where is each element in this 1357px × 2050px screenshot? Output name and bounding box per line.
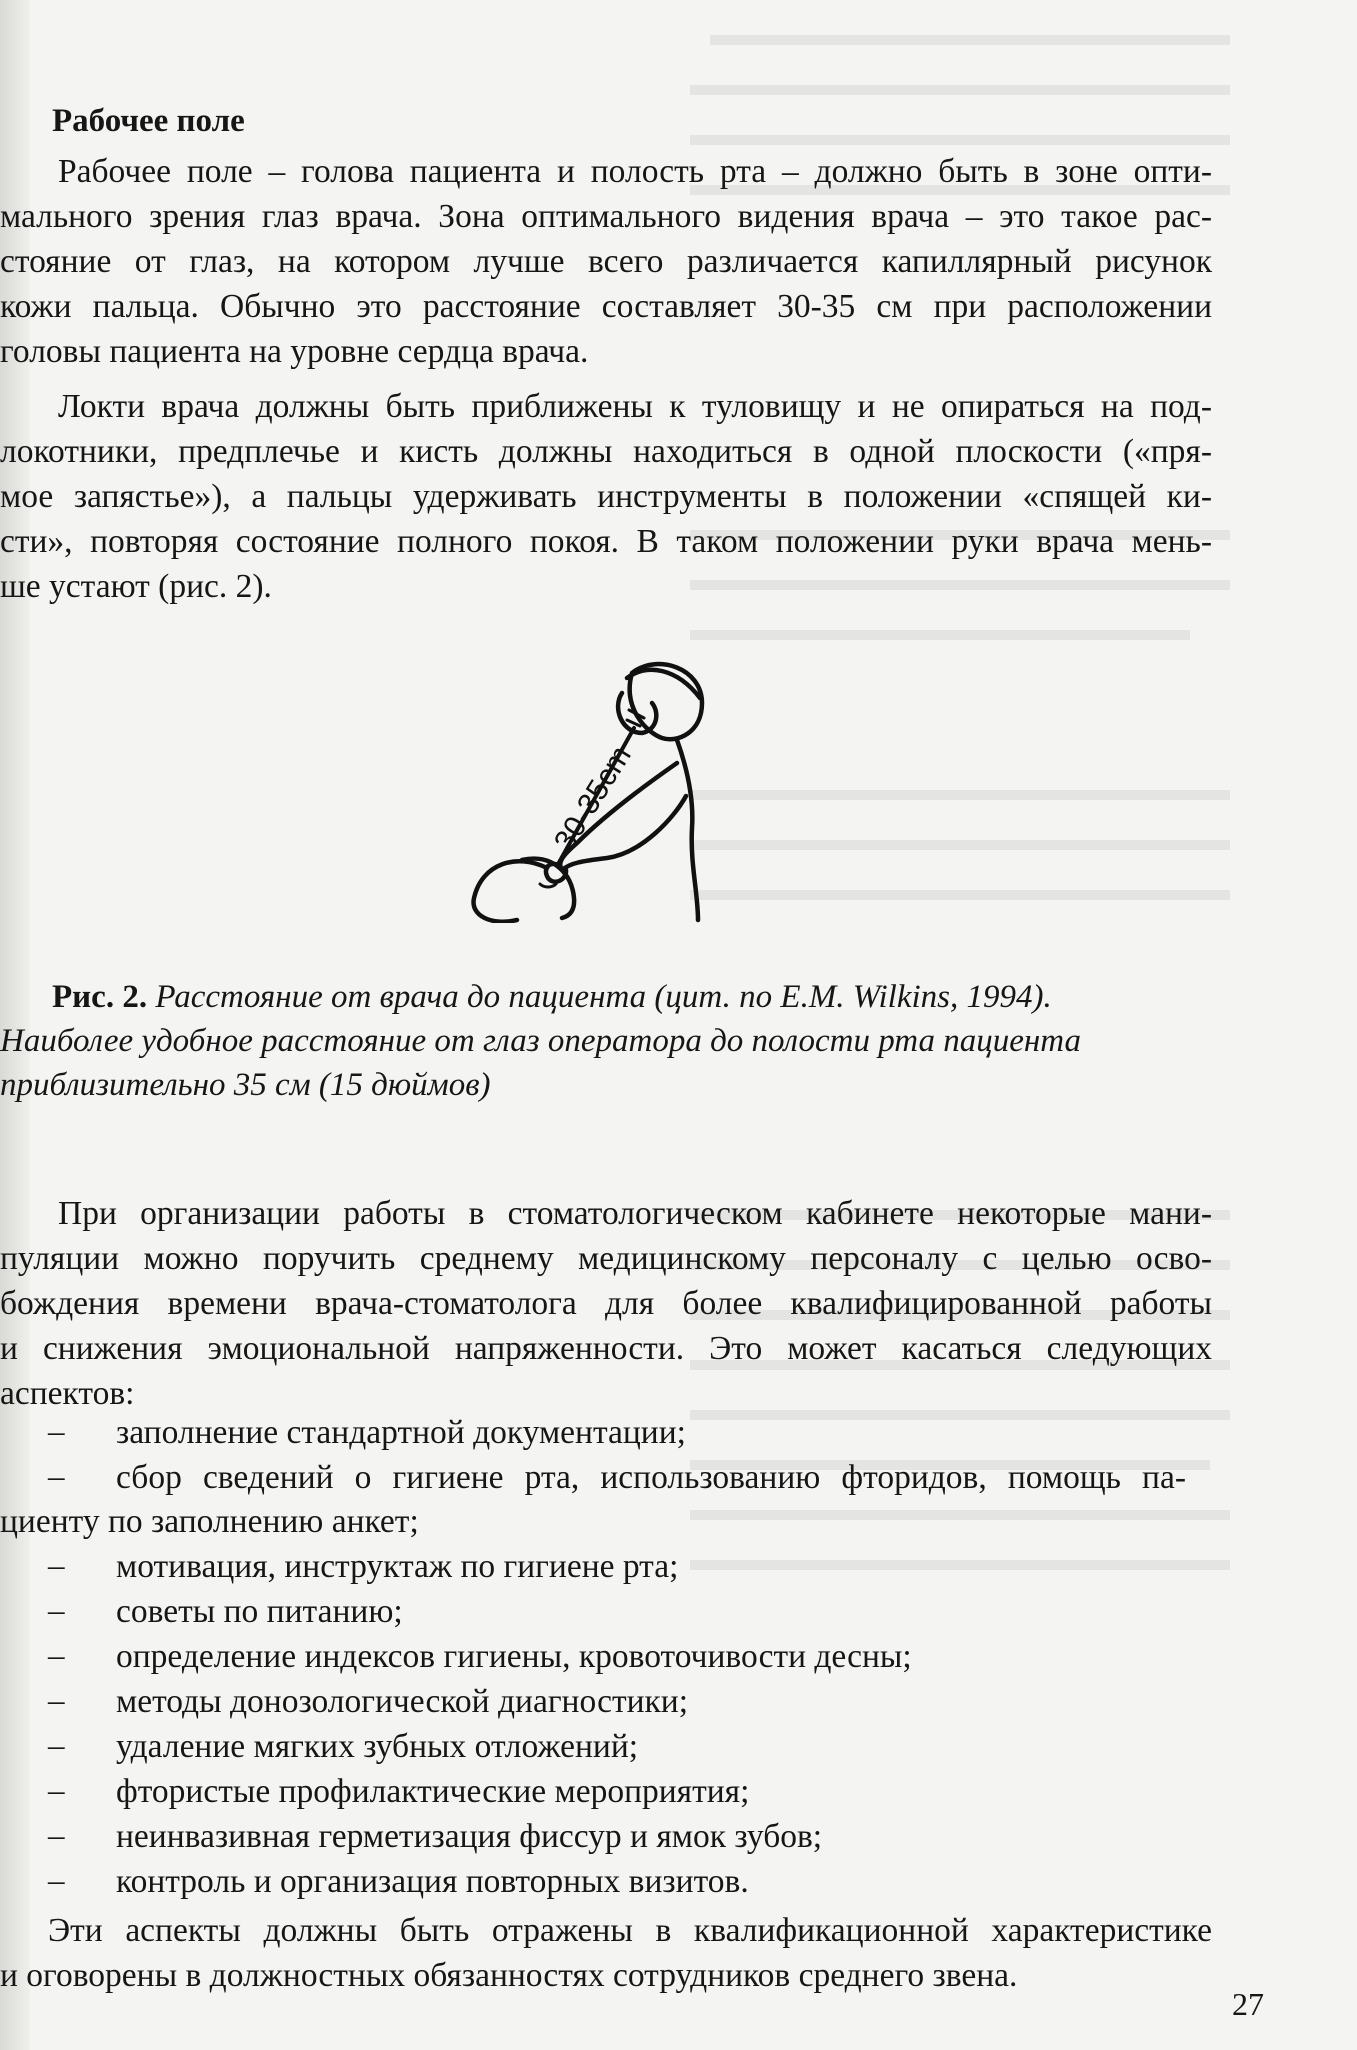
list-item: методы донозологической диагностики; — [116, 1683, 689, 1720]
page-number: 27 — [1232, 1986, 1264, 2022]
paragraph-line: сти», повторяя состояние полного покоя. В таком положении руки врача мень- — [0, 523, 1212, 560]
paragraph-line: мое запястье»), а пальцы удерживать инструменты в положении «спящей ки- — [0, 478, 1212, 515]
section-heading: Рабочее поле — [52, 103, 245, 139]
paragraph-line: локотники, предплечье и кисть должны находиться в одной плоскости («пря- — [0, 433, 1212, 470]
paragraph-line: ше устают (рис. 2). — [0, 568, 272, 605]
list-dash: – — [48, 1863, 65, 1899]
list-dash: – — [48, 1638, 65, 1674]
distance-label: 30-35cm — [547, 740, 638, 857]
list-dash: – — [48, 1683, 65, 1719]
list-dash: – — [48, 1459, 65, 1495]
list-dash: – — [48, 1818, 65, 1854]
list-item-continuation: циенту по заполнению анкет; — [0, 1503, 419, 1540]
paragraph-line: пуляции можно поручить среднему медицинскому персоналу с целью осво- — [0, 1240, 1212, 1277]
doctor-head — [630, 664, 702, 739]
paragraph-line: головы пациента на уровне сердца врача. — [0, 333, 589, 370]
list-item: неинвазивная герметизация фиссур и ямок зубов; — [116, 1818, 823, 1855]
list-dash: – — [48, 1548, 65, 1584]
list-dash: – — [48, 1773, 65, 1809]
paragraph-line: бождения времени врача-стоматолога для более квалифицированной работы — [0, 1285, 1212, 1322]
list-item: мотивация, инструктаж по гигиене рта; — [116, 1548, 679, 1585]
list-item: определение индексов гигиены, кровоточивости десны; — [116, 1638, 912, 1675]
figure-caption — [0, 975, 1212, 1107]
figure-doctor-patient-distance — [462, 648, 722, 923]
list-item: советы по питанию; — [116, 1593, 403, 1630]
list-item: контроль и организация повторных визитов. — [116, 1863, 749, 1900]
list-item: сбор сведений о гигиене рта, использованию фторидов, помощь па- — [116, 1459, 1186, 1496]
paragraph-line: Рабочее поле – голова пациента и полость рта – должно быть в зоне опти- — [58, 153, 1212, 190]
list-dash: – — [48, 1593, 65, 1629]
caption-prefix: Рис. 2. — [52, 979, 148, 1015]
paragraph-line: кожи пальца. Обычно это расстояние составляет 30-35 см при расположении — [0, 288, 1212, 325]
paragraph-line: При организации работы в стоматологическом кабинете некоторые мани- — [58, 1195, 1212, 1232]
paragraph-line: Локти врача должны быть приближены к туловищу и не опираться на под- — [58, 388, 1212, 425]
paragraph-line: стояние от глаз, на котором лучше всего различается капиллярный рисунок — [0, 243, 1212, 280]
paragraph-line: аспектов: — [0, 1375, 135, 1412]
patient-head — [474, 861, 547, 921]
paragraph-line: мального зрения глаз врача. Зона оптимального видения врача – это такое рас- — [0, 198, 1212, 235]
caption-line: Расстояние от врача до пациента (цит. по E.M. Wilkins, 1994). — [155, 979, 1052, 1015]
list-dash: – — [48, 1414, 65, 1450]
doctor-body — [677, 740, 698, 920]
paragraph-line: Эти аспекты должны быть отражены в квалификационной характеристике — [48, 1912, 1212, 1949]
caption-line: приблизительно 35 см (15 дюймов) — [0, 1067, 491, 1103]
list-item: удаление мягких зубных отложений; — [116, 1728, 639, 1765]
list-item: фтористые профилактические мероприятия; — [116, 1773, 750, 1810]
paragraph-line: и снижения эмоциональной напряженности. Это может касаться следующих — [0, 1330, 1212, 1367]
caption-line: Наиболее удобное расстояние от глаз оператора до полости рта пациента — [0, 1023, 1082, 1059]
list-item: заполнение стандартной документации; — [116, 1414, 686, 1451]
paragraph-line: и оговорены в должностных обязанностях сотрудников среднего звена. — [0, 1957, 1018, 1994]
list-dash: – — [48, 1728, 65, 1764]
